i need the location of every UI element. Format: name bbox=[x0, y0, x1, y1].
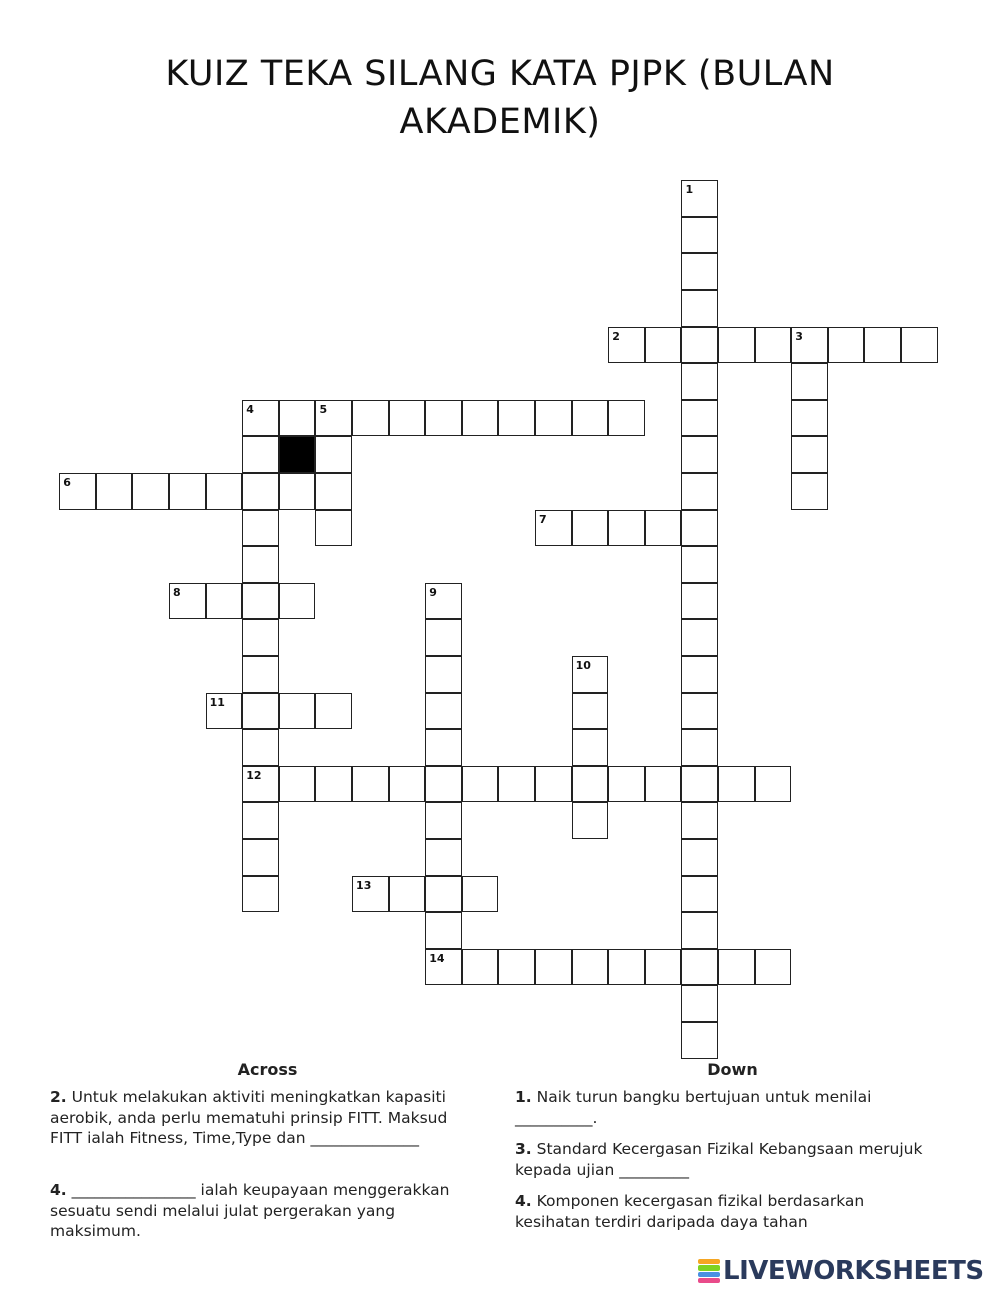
crossword-cell[interactable] bbox=[608, 327, 645, 364]
crossword-cell[interactable] bbox=[242, 693, 279, 730]
crossword-cell[interactable] bbox=[242, 473, 279, 510]
crossword-cell[interactable] bbox=[206, 473, 243, 510]
crossword-cell[interactable] bbox=[425, 766, 462, 803]
crossword-cell[interactable] bbox=[315, 473, 352, 510]
down-clue-1 bbox=[515, 1087, 935, 1128]
crossword-cell[interactable] bbox=[755, 949, 792, 986]
crossword-cell[interactable] bbox=[681, 912, 718, 949]
crossword-cell[interactable] bbox=[462, 876, 499, 913]
crossword-cell[interactable] bbox=[206, 583, 243, 620]
crossword-cell[interactable] bbox=[681, 583, 718, 620]
crossword-cell[interactable] bbox=[572, 510, 609, 547]
clue-number-label: 2 bbox=[612, 329, 620, 343]
crossword-cell[interactable] bbox=[242, 510, 279, 547]
crossword-cell[interactable] bbox=[645, 766, 682, 803]
clue-text: Standard Kecergasan Fizikal Kebangsaan merujuk kepada ujian _________ bbox=[515, 1140, 923, 1179]
clue-text: ________________ ialah keupayaan menggerakkan sesuatu sendi melalui julat pergerakan yang maksimum. bbox=[50, 1181, 450, 1240]
crossword-cell[interactable] bbox=[791, 436, 828, 473]
crossword-cell[interactable] bbox=[425, 839, 462, 876]
crossword-cell[interactable] bbox=[645, 327, 682, 364]
crossword-cell[interactable] bbox=[242, 436, 279, 473]
clue-number-label: 14 bbox=[429, 951, 445, 965]
crossword-cell[interactable] bbox=[681, 217, 718, 254]
crossword-cell[interactable] bbox=[681, 290, 718, 327]
clue-number-label: 7 bbox=[539, 512, 547, 526]
crossword-cell[interactable] bbox=[572, 656, 609, 693]
crossword-cell[interactable] bbox=[315, 766, 352, 803]
crossword-cell[interactable] bbox=[681, 400, 718, 437]
crossword-cell[interactable] bbox=[242, 583, 279, 620]
crossword-cell[interactable] bbox=[498, 400, 535, 437]
crossword-cell[interactable] bbox=[681, 985, 718, 1022]
page-title: KUIZ TEKA SILANG KATA PJPK (BULAN AKADEMIK) bbox=[165, 54, 835, 142]
crossword-cell[interactable] bbox=[791, 327, 828, 364]
crossword-cell[interactable] bbox=[425, 656, 462, 693]
clue-number-label: 10 bbox=[575, 659, 591, 673]
crossword-cell[interactable] bbox=[242, 839, 279, 876]
crossword-cell[interactable] bbox=[791, 473, 828, 510]
clue-number-label: 9 bbox=[429, 585, 437, 599]
across-heading: Across bbox=[237, 1060, 298, 1079]
crossword-cell[interactable] bbox=[864, 327, 901, 364]
crossword-cell[interactable] bbox=[791, 400, 828, 437]
crossword-cell[interactable] bbox=[681, 546, 718, 583]
crossword-cell[interactable] bbox=[352, 876, 389, 913]
crossword-cell[interactable] bbox=[755, 766, 792, 803]
crossword-cell[interactable] bbox=[681, 766, 718, 803]
crossword-cell[interactable] bbox=[352, 766, 389, 803]
crossword-cell[interactable] bbox=[681, 510, 718, 547]
crossword-cell[interactable] bbox=[608, 949, 645, 986]
clue-number: 1. bbox=[515, 1088, 532, 1106]
crossword-cell[interactable] bbox=[681, 693, 718, 730]
crossword-cell[interactable] bbox=[572, 766, 609, 803]
clue-number-label: 12 bbox=[246, 768, 262, 782]
crossword-cell[interactable] bbox=[681, 253, 718, 290]
crossword-cell[interactable] bbox=[425, 876, 462, 913]
clue-number: 4. bbox=[515, 1192, 532, 1210]
crossword-cell[interactable] bbox=[425, 729, 462, 766]
crossword-cell[interactable] bbox=[279, 766, 316, 803]
crossword-cell[interactable] bbox=[242, 802, 279, 839]
crossword-cell[interactable] bbox=[681, 619, 718, 656]
crossword-cell[interactable] bbox=[132, 473, 169, 510]
clue-number-label: 6 bbox=[63, 476, 71, 490]
liveworksheets-logo-icon bbox=[698, 1259, 720, 1283]
down-clue-3 bbox=[515, 1139, 935, 1180]
crossword-cell[interactable] bbox=[315, 400, 352, 437]
crossword-cell[interactable] bbox=[718, 766, 755, 803]
crossword-cell[interactable] bbox=[425, 802, 462, 839]
crossword-cell[interactable] bbox=[425, 400, 462, 437]
clue-text: Naik turun bangku bertujuan untuk menilai __________. bbox=[515, 1088, 872, 1127]
crossword-cell[interactable] bbox=[535, 766, 572, 803]
clue-number-label: 3 bbox=[795, 329, 803, 343]
crossword-cell[interactable] bbox=[718, 949, 755, 986]
crossword-cell[interactable] bbox=[315, 436, 352, 473]
crossword-cell[interactable] bbox=[681, 436, 718, 473]
crossword-cell[interactable] bbox=[681, 180, 718, 217]
clue-number: 3. bbox=[515, 1140, 532, 1158]
crossword-cell[interactable] bbox=[572, 729, 609, 766]
crossword-cell[interactable] bbox=[681, 839, 718, 876]
crossword-cell[interactable] bbox=[681, 473, 718, 510]
crossword-cell[interactable] bbox=[681, 327, 718, 364]
clue-text: Komponen kecergasan fizikal berdasarkan kesihatan terdiri daripada daya tahan bbox=[515, 1192, 865, 1231]
crossword-cell[interactable] bbox=[645, 949, 682, 986]
clue-number-label: 8 bbox=[173, 585, 181, 599]
clue-text: Untuk melakukan aktiviti meningkatkan kapasiti aerobik, anda perlu mematuhi prinsip FITT. Maksud FITT ialah Fitness, Time,Type dan ______________ bbox=[50, 1088, 448, 1147]
crossword-cell[interactable] bbox=[279, 693, 316, 730]
crossword-cell[interactable] bbox=[425, 912, 462, 949]
blocked-cell bbox=[279, 436, 316, 473]
liveworksheets-logo bbox=[698, 1256, 984, 1286]
down-clue-4 bbox=[515, 1191, 935, 1232]
clue-number-label: 5 bbox=[319, 402, 328, 416]
crossword-cell[interactable] bbox=[242, 656, 279, 693]
crossword-cell[interactable] bbox=[242, 876, 279, 913]
down-heading: Down bbox=[707, 1060, 758, 1079]
crossword-cell[interactable] bbox=[96, 473, 133, 510]
crossword-cell[interactable] bbox=[425, 619, 462, 656]
crossword-cell[interactable] bbox=[389, 400, 426, 437]
crossword-cell[interactable] bbox=[389, 876, 426, 913]
crossword-cell[interactable] bbox=[608, 400, 645, 437]
clue-number-label: 4 bbox=[246, 402, 254, 416]
crossword-cell[interactable] bbox=[681, 656, 718, 693]
crossword-cell[interactable] bbox=[498, 949, 535, 986]
crossword-cell[interactable] bbox=[279, 583, 316, 620]
crossword-cell[interactable] bbox=[425, 583, 462, 620]
crossword-cell[interactable] bbox=[389, 766, 426, 803]
clue-number: 4. bbox=[50, 1181, 67, 1199]
crossword-cell[interactable] bbox=[718, 327, 755, 364]
crossword-cell[interactable] bbox=[681, 729, 718, 766]
crossword-cell[interactable] bbox=[242, 546, 279, 583]
crossword-cell[interactable] bbox=[242, 729, 279, 766]
crossword-cell[interactable] bbox=[169, 473, 206, 510]
crossword-cell[interactable] bbox=[462, 949, 499, 986]
clue-number: 2. bbox=[50, 1088, 67, 1106]
crossword-cell[interactable] bbox=[425, 949, 462, 986]
crossword-cell[interactable] bbox=[279, 400, 316, 437]
crossword-cell[interactable] bbox=[901, 327, 938, 364]
crossword-cell[interactable] bbox=[279, 473, 316, 510]
crossword-cell[interactable] bbox=[59, 473, 96, 510]
crossword-cell[interactable] bbox=[462, 400, 499, 437]
crossword-cell[interactable] bbox=[242, 619, 279, 656]
crossword-cell[interactable] bbox=[169, 583, 206, 620]
crossword-cell[interactable] bbox=[242, 400, 279, 437]
clue-number-label: 1 bbox=[685, 183, 694, 197]
crossword-cell[interactable] bbox=[535, 949, 572, 986]
crossword-cell[interactable] bbox=[242, 766, 279, 803]
crossword-cell[interactable] bbox=[572, 802, 609, 839]
crossword-cell[interactable] bbox=[681, 802, 718, 839]
crossword-cell[interactable] bbox=[681, 876, 718, 913]
crossword-cell[interactable] bbox=[315, 693, 352, 730]
crossword-cell[interactable] bbox=[791, 363, 828, 400]
across-clue-2 bbox=[50, 1087, 470, 1149]
across-clue-4 bbox=[50, 1180, 450, 1242]
brand-name: LIVEWORKSHEETS bbox=[723, 1256, 984, 1286]
clue-number-label: 13 bbox=[356, 878, 372, 892]
crossword-cell[interactable] bbox=[681, 1022, 718, 1059]
crossword-cell[interactable] bbox=[755, 327, 792, 364]
crossword-cell[interactable] bbox=[645, 510, 682, 547]
crossword-cell[interactable] bbox=[828, 327, 865, 364]
crossword-cell[interactable] bbox=[535, 400, 572, 437]
crossword-cell[interactable] bbox=[206, 693, 243, 730]
crossword-cell[interactable] bbox=[608, 766, 645, 803]
crossword-cell[interactable] bbox=[315, 510, 352, 547]
crossword-cell[interactable] bbox=[462, 766, 499, 803]
crossword-cell[interactable] bbox=[681, 949, 718, 986]
crossword-cell[interactable] bbox=[608, 510, 645, 547]
crossword-cell[interactable] bbox=[535, 510, 572, 547]
crossword-cell[interactable] bbox=[425, 693, 462, 730]
crossword-cell[interactable] bbox=[572, 949, 609, 986]
clue-number-label: 11 bbox=[209, 695, 225, 709]
crossword-cell[interactable] bbox=[498, 766, 535, 803]
crossword-cell[interactable] bbox=[681, 363, 718, 400]
crossword-cell[interactable] bbox=[572, 693, 609, 730]
crossword-cell[interactable] bbox=[352, 400, 389, 437]
crossword-cell[interactable] bbox=[572, 400, 609, 437]
